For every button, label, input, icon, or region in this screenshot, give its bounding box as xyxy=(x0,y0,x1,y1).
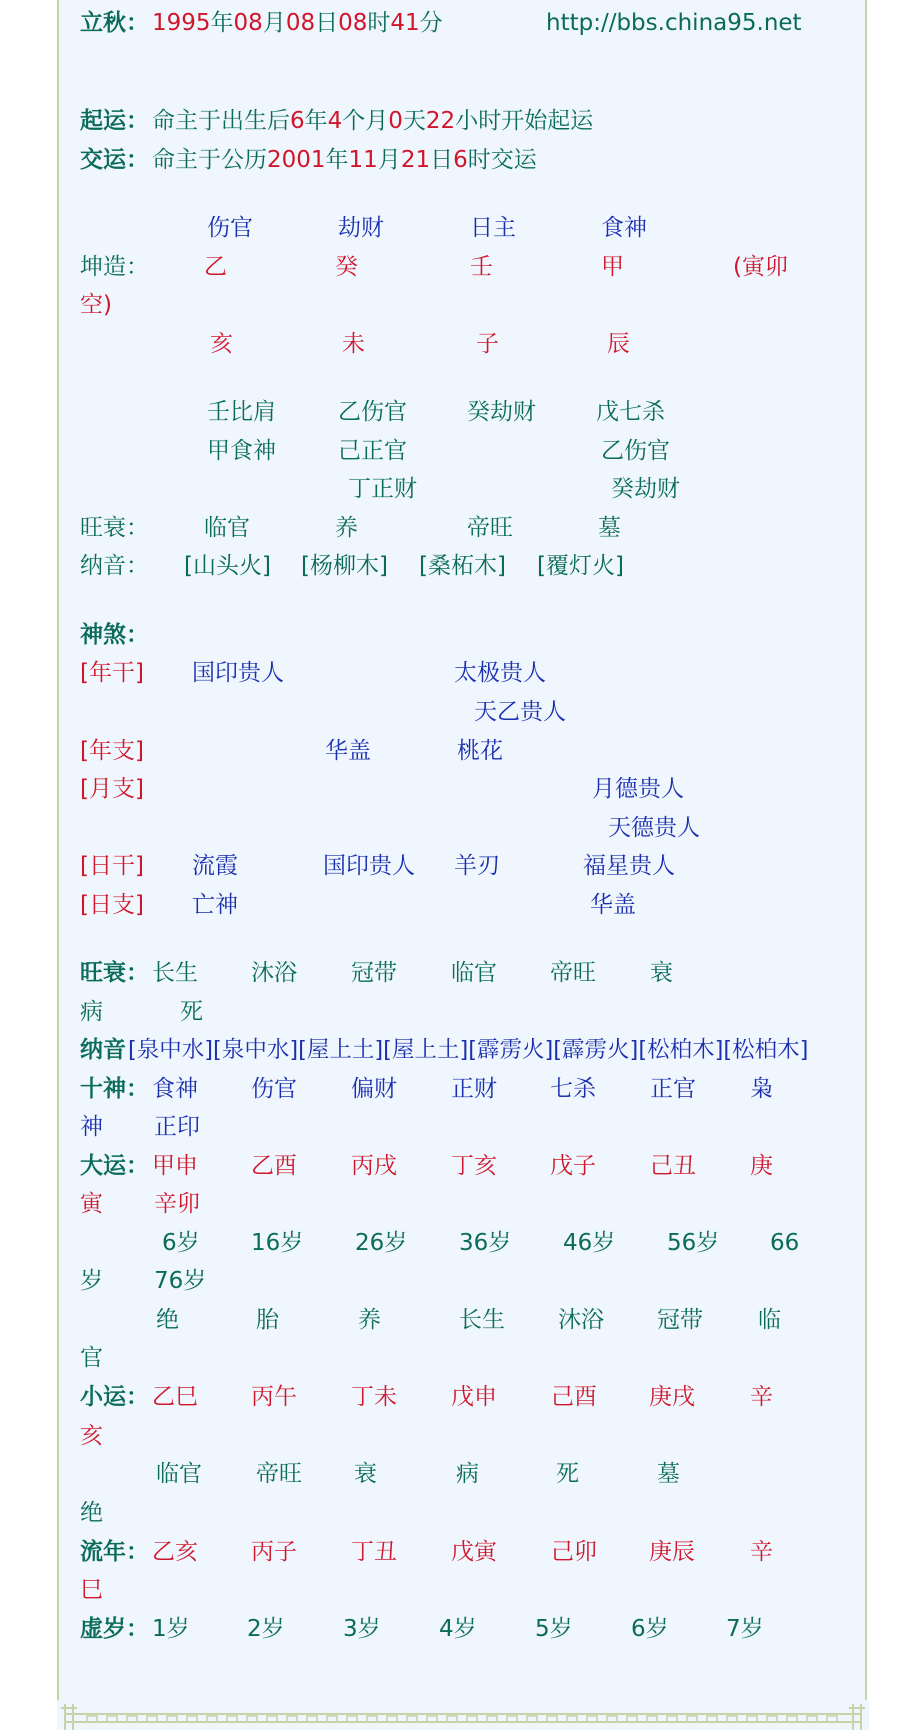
dayun-age: 46岁 xyxy=(563,1230,616,1256)
shensha-item: 流霞 xyxy=(192,853,238,879)
hidden-stem: 己正官 xyxy=(338,438,407,464)
dayun-age: 16岁 xyxy=(251,1230,304,1256)
dayun-age: 26岁 xyxy=(355,1230,408,1256)
xusui-item: 3岁 xyxy=(343,1616,381,1642)
shensha-item: 国印贵人 xyxy=(323,853,415,879)
nayin-item: [桑柘木] xyxy=(419,553,506,579)
nayin-full-text: [泉中水][泉中水][屋上土][屋上土][霹雳火][霹雳火][松柏木][松柏木] xyxy=(128,1037,809,1063)
ten-god: 食神 xyxy=(601,215,647,241)
hidden-stem: 癸劫财 xyxy=(467,399,536,425)
lifecycle-item: 沐浴 xyxy=(251,960,297,986)
void-branches: (寅卯 xyxy=(733,254,788,280)
hidden-stem: 丁正财 xyxy=(348,476,417,502)
heavenly-stem: 癸 xyxy=(335,254,358,280)
dayun-age: 岁 xyxy=(80,1268,103,1294)
shishen-item: 伤官 xyxy=(251,1076,297,1102)
heavenly-stem: 壬 xyxy=(470,254,493,280)
xusui-item: 1岁 xyxy=(152,1616,190,1642)
dayun-age: 66 xyxy=(770,1230,800,1256)
liqiu-label: 立秋： xyxy=(80,10,149,36)
xiaoyun-item: 亥 xyxy=(80,1423,103,1449)
xusui-item: 4岁 xyxy=(439,1616,477,1642)
xiaoyun-phase: 临官 xyxy=(156,1461,202,1487)
xiaoyun-item: 庚戌 xyxy=(649,1384,695,1410)
xiaoyun-item: 丁未 xyxy=(351,1384,397,1410)
liunian-item: 辛 xyxy=(750,1539,773,1565)
hidden-stem: 乙伤官 xyxy=(338,399,407,425)
xusui-label: 虚岁： xyxy=(80,1616,149,1642)
prosperity-phase: 帝旺 xyxy=(467,515,513,541)
heavenly-stem: 乙 xyxy=(204,254,227,280)
nayin-full-label: 纳音 xyxy=(80,1037,126,1063)
lifecycle-item: 长生 xyxy=(152,960,198,986)
shishen-item: 枭 xyxy=(750,1076,773,1102)
shishen-item: 正官 xyxy=(650,1076,696,1102)
qiyun-text: 命主于出生后6年4个月0天22小时开始起运 xyxy=(152,108,594,134)
dayun-item: 庚 xyxy=(750,1153,773,1179)
shensha-item: 福星贵人 xyxy=(583,853,675,879)
hidden-stem: 乙伤官 xyxy=(601,438,670,464)
earthly-branch: 辰 xyxy=(607,331,630,357)
lifecycle-item: 临官 xyxy=(451,960,497,986)
shensha-item: 亡神 xyxy=(192,892,238,918)
liunian-item: 巳 xyxy=(80,1577,103,1603)
xiaoyun-item: 己酉 xyxy=(551,1384,597,1410)
shensha-item: 华盖 xyxy=(590,892,636,918)
hidden-stem: 壬比肩 xyxy=(207,399,276,425)
dayun-item: 甲申 xyxy=(152,1153,198,1179)
nayin-item: [山头火] xyxy=(184,553,271,579)
qiyun-label: 起运： xyxy=(80,108,149,134)
xiaoyun-label: 小运： xyxy=(80,1384,149,1410)
liunian-item: 丙子 xyxy=(251,1539,297,1565)
dayun-phase: 胎 xyxy=(256,1307,279,1333)
dayun-age: 76岁 xyxy=(154,1268,207,1294)
shensha-row-label: [日干] xyxy=(80,853,144,879)
xusui-item: 7岁 xyxy=(726,1616,764,1642)
dayun-phase: 临 xyxy=(758,1307,781,1333)
xusui-item: 2岁 xyxy=(247,1616,285,1642)
shensha-item: 桃花 xyxy=(457,738,503,764)
xiaoyun-phase: 帝旺 xyxy=(256,1461,302,1487)
lifecycle-item: 衰 xyxy=(650,960,673,986)
shishen-item: 正财 xyxy=(451,1076,497,1102)
shishen-label: 十神： xyxy=(80,1076,149,1102)
heavenly-stem: 甲 xyxy=(601,254,624,280)
dayun-item: 寅 xyxy=(80,1191,103,1217)
shishen-item: 神 xyxy=(80,1114,103,1140)
shensha-row-label: [年干] xyxy=(80,660,144,686)
shensha-item: 华盖 xyxy=(325,738,371,764)
earthly-branch: 未 xyxy=(342,331,365,357)
dayun-item: 戊子 xyxy=(550,1153,596,1179)
lifecycle-item: 病 xyxy=(80,999,103,1025)
jiaoyun-text: 命主于公历2001年11月21日6时交运 xyxy=(152,147,537,173)
dayun-phase: 冠带 xyxy=(657,1307,703,1333)
liunian-item: 己卯 xyxy=(551,1539,597,1565)
hidden-stem: 甲食神 xyxy=(207,438,276,464)
lifecycle-item: 死 xyxy=(180,999,203,1025)
kunzao-label: 坤造： xyxy=(80,254,149,280)
liunian-item: 戊寅 xyxy=(451,1539,497,1565)
dayun-label: 大运： xyxy=(80,1153,149,1179)
lifecycle-item: 冠带 xyxy=(351,960,397,986)
shensha-label: 神煞： xyxy=(80,622,149,648)
liunian-label: 流年： xyxy=(80,1539,149,1565)
decorative-border xyxy=(57,1700,869,1730)
void-branches-end: 空) xyxy=(80,292,112,318)
shishen-item: 正印 xyxy=(154,1114,200,1140)
liqiu-datetime: 1995年08月08日08时41分 xyxy=(152,10,443,36)
nayin-label: 纳音： xyxy=(80,553,149,579)
prosperity-phase: 墓 xyxy=(598,515,621,541)
xiaoyun-item: 丙午 xyxy=(251,1384,297,1410)
lifecycle-label: 旺衰： xyxy=(80,960,149,986)
hidden-stem: 戊七杀 xyxy=(596,399,665,425)
dayun-phase: 绝 xyxy=(156,1307,179,1333)
dayun-age: 6岁 xyxy=(162,1230,200,1256)
shensha-row-label: [日支] xyxy=(80,892,144,918)
shishen-item: 偏财 xyxy=(351,1076,397,1102)
shensha-row-label: [月支] xyxy=(80,776,144,802)
shishen-item: 食神 xyxy=(152,1076,198,1102)
ten-god: 伤官 xyxy=(207,215,253,241)
earthly-branch: 亥 xyxy=(210,331,233,357)
site-url-link[interactable]: http://bbs.china95.net xyxy=(546,10,802,36)
shensha-item: 月德贵人 xyxy=(592,776,684,802)
xusui-item: 6岁 xyxy=(631,1616,669,1642)
dayun-phase: 官 xyxy=(80,1345,103,1371)
xiaoyun-phase: 衰 xyxy=(354,1461,377,1487)
prosperity-phase: 养 xyxy=(335,515,358,541)
dayun-item: 己丑 xyxy=(650,1153,696,1179)
dayun-phase: 沐浴 xyxy=(558,1307,604,1333)
dayun-item: 乙酉 xyxy=(251,1153,297,1179)
shensha-item: 天德贵人 xyxy=(608,815,700,841)
dayun-item: 丙戌 xyxy=(351,1153,397,1179)
dayun-age: 56岁 xyxy=(667,1230,720,1256)
shensha-item: 羊刃 xyxy=(454,853,500,879)
wangshuai-label: 旺衰： xyxy=(80,515,149,541)
lifecycle-item: 帝旺 xyxy=(550,960,596,986)
ten-god: 日主 xyxy=(470,215,516,241)
xiaoyun-phase: 死 xyxy=(556,1461,579,1487)
hidden-stem: 癸劫财 xyxy=(611,476,680,502)
jiaoyun-label: 交运： xyxy=(80,147,149,173)
xiaoyun-phase: 绝 xyxy=(80,1500,103,1526)
xiaoyun-phase: 墓 xyxy=(657,1461,680,1487)
nayin-item: [覆灯火] xyxy=(537,553,624,579)
shensha-row-label: [年支] xyxy=(80,738,144,764)
dayun-phase: 养 xyxy=(358,1307,381,1333)
earthly-branch: 子 xyxy=(476,331,499,357)
liunian-item: 丁丑 xyxy=(351,1539,397,1565)
dayun-phase: 长生 xyxy=(459,1307,505,1333)
shensha-item: 国印贵人 xyxy=(192,660,284,686)
prosperity-phase: 临官 xyxy=(204,515,250,541)
dayun-item: 丁亥 xyxy=(451,1153,497,1179)
nayin-item: [杨柳木] xyxy=(301,553,388,579)
liunian-item: 庚辰 xyxy=(649,1539,695,1565)
dayun-item: 辛卯 xyxy=(154,1191,200,1217)
xiaoyun-item: 辛 xyxy=(750,1384,773,1410)
xiaoyun-phase: 病 xyxy=(456,1461,479,1487)
shishen-item: 七杀 xyxy=(550,1076,596,1102)
xusui-item: 5岁 xyxy=(535,1616,573,1642)
xiaoyun-item: 乙巳 xyxy=(152,1384,198,1410)
shensha-item: 太极贵人 xyxy=(454,660,546,686)
xiaoyun-item: 戊申 xyxy=(451,1384,497,1410)
ten-god: 劫财 xyxy=(338,215,384,241)
liunian-item: 乙亥 xyxy=(152,1539,198,1565)
shensha-item: 天乙贵人 xyxy=(474,699,566,725)
dayun-age: 36岁 xyxy=(459,1230,512,1256)
